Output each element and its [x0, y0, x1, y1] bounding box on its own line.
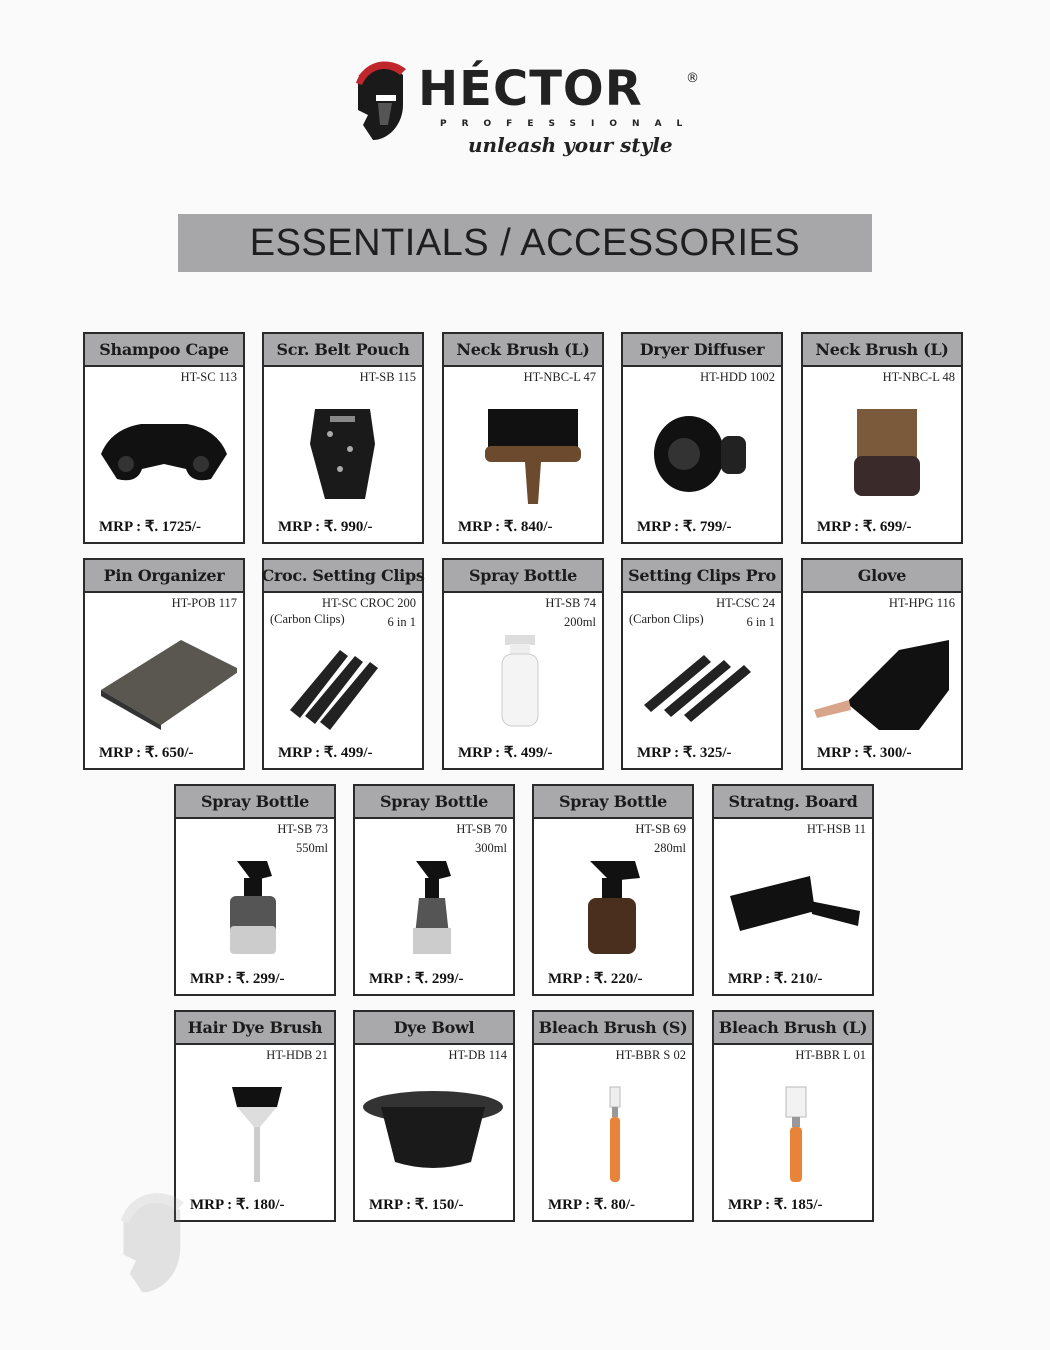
product-header: [714, 786, 872, 819]
product-card[interactable]: [353, 784, 515, 996]
product-image: [720, 856, 866, 956]
product-name: Scr. Belt Pouch: [276, 340, 410, 359]
product-card[interactable]: [621, 332, 783, 544]
spray-bottle-280-icon: [540, 856, 686, 956]
product-header: [534, 1012, 692, 1045]
dye-bowl-icon: [361, 1082, 507, 1182]
product-image: [182, 856, 328, 956]
product-name: Stratng. Board: [728, 792, 858, 811]
product-code: HT-BBR L 01: [795, 1048, 866, 1062]
product-note: (Carbon Clips): [629, 612, 704, 626]
product-price: MRP : ₹. 799/-: [637, 519, 732, 535]
product-code: HT-CSC 24: [716, 596, 775, 610]
product-card[interactable]: [83, 332, 245, 544]
spartan-helmet-icon: [348, 55, 418, 150]
product-header: [803, 334, 961, 367]
product-image: [540, 856, 686, 956]
product-code: HT-SB 70: [456, 822, 507, 836]
glove-icon: [809, 630, 955, 730]
product-code: HT-BBR S 02: [615, 1048, 686, 1062]
product-image: [270, 630, 416, 730]
product-image: [270, 404, 416, 504]
product-name: Pin Organizer: [103, 566, 225, 585]
product-name: Setting Clips Pro: [628, 566, 776, 585]
bleach-brush-large-icon: [720, 1082, 866, 1182]
product-code: HT-HDD 1002: [700, 370, 775, 384]
brand-tagline: unleash your style: [468, 133, 673, 157]
product-name: Spray Bottle: [558, 792, 668, 811]
spray-bottle-300-icon: [361, 856, 507, 956]
product-spec: 300ml: [475, 841, 507, 855]
product-price: MRP : ₹. 650/-: [99, 745, 194, 761]
product-name: Dryer Diffuser: [639, 340, 765, 359]
product-image: [91, 404, 237, 504]
product-spec: 550ml: [296, 841, 328, 855]
spray-bottle-small-icon: [450, 630, 596, 730]
product-image: [182, 1082, 328, 1182]
product-name: Spray Bottle: [200, 792, 310, 811]
product-image: [629, 404, 775, 504]
product-header: [176, 786, 334, 819]
product-price: MRP : ₹. 299/-: [369, 971, 464, 987]
product-note: (Carbon Clips): [270, 612, 345, 626]
product-name: Bleach Brush (S): [538, 1018, 688, 1037]
product-header: [534, 786, 692, 819]
product-image: [450, 630, 596, 730]
product-header: [85, 334, 243, 367]
product-header: [176, 1012, 334, 1045]
registered-mark: ®: [686, 71, 699, 86]
product-card[interactable]: [801, 558, 963, 770]
product-code: HT-SB 115: [359, 370, 416, 384]
bleach-brush-small-icon: [540, 1082, 686, 1182]
product-price: MRP : ₹. 499/-: [278, 745, 373, 761]
product-price: MRP : ₹. 699/-: [817, 519, 912, 535]
product-header: [444, 334, 602, 367]
product-code: HT-SC 113: [180, 370, 237, 384]
sectioning-board-icon: [720, 856, 866, 956]
product-name: Neck Brush (L): [815, 340, 949, 359]
product-card[interactable]: [442, 558, 604, 770]
product-card[interactable]: [532, 1010, 694, 1222]
product-card[interactable]: [442, 332, 604, 544]
product-name: Bleach Brush (L): [718, 1018, 868, 1037]
product-image: [450, 404, 596, 504]
product-image: [720, 1082, 866, 1182]
setting-clips-icon: [629, 630, 775, 730]
product-image: [540, 1082, 686, 1182]
product-card[interactable]: [174, 784, 336, 996]
product-header: [355, 1012, 513, 1045]
product-price: MRP : ₹. 499/-: [458, 745, 553, 761]
product-code: HT-SB 74: [545, 596, 596, 610]
product-price: MRP : ₹. 150/-: [369, 1197, 464, 1213]
product-header: [623, 334, 781, 367]
product-header: [355, 786, 513, 819]
product-card[interactable]: [262, 332, 424, 544]
belt-pouch-icon: [270, 404, 416, 504]
product-spec: 200ml: [564, 615, 596, 629]
product-card[interactable]: [712, 784, 874, 996]
product-card[interactable]: [712, 1010, 874, 1222]
dye-brush-icon: [182, 1082, 328, 1182]
product-code: HT-SB 69: [635, 822, 686, 836]
shampoo-cape-icon: [91, 404, 237, 504]
pin-organizer-icon: [91, 630, 237, 730]
product-name: Shampoo Cape: [99, 340, 229, 359]
product-header: [714, 1012, 872, 1045]
product-image: [91, 630, 237, 730]
product-card[interactable]: [353, 1010, 515, 1222]
helmet-watermark-icon: [100, 1185, 210, 1305]
brand-logo: [348, 55, 708, 165]
brand-name: HÉCTOR: [418, 61, 643, 117]
product-price: MRP : ₹. 210/-: [728, 971, 823, 987]
product-spec: 280ml: [654, 841, 686, 855]
product-name: Spray Bottle: [468, 566, 578, 585]
product-card[interactable]: [801, 332, 963, 544]
product-name: Neck Brush (L): [456, 340, 590, 359]
product-price: MRP : ₹. 220/-: [548, 971, 643, 987]
product-image: [361, 856, 507, 956]
product-image: [629, 630, 775, 730]
product-header: [803, 560, 961, 593]
product-price: MRP : ₹. 80/-: [548, 1197, 636, 1213]
product-card[interactable]: [621, 558, 783, 770]
product-image: [361, 1082, 507, 1182]
neck-brush-round-icon: [809, 404, 955, 504]
section-banner: [178, 214, 872, 272]
product-price: MRP : ₹. 180/-: [190, 1197, 285, 1213]
product-card[interactable]: [532, 784, 694, 996]
product-spec: 6 in 1: [387, 615, 416, 629]
product-name: Spray Bottle: [379, 792, 489, 811]
product-card[interactable]: [83, 558, 245, 770]
product-price: MRP : ₹. 300/-: [817, 745, 912, 761]
section-title: ESSENTIALS / ACCESSORIES: [249, 221, 801, 264]
product-code: HT-POB 117: [171, 596, 237, 610]
product-spec: 6 in 1: [746, 615, 775, 629]
product-name: Croc. Setting Clips: [261, 566, 425, 585]
product-name: Glove: [857, 566, 907, 585]
product-code: HT-SB 73: [277, 822, 328, 836]
product-code: HT-HDB 21: [266, 1048, 328, 1062]
spray-bottle-550-icon: [182, 856, 328, 956]
product-price: MRP : ₹. 185/-: [728, 1197, 823, 1213]
brand-subtitle: PROFESSIONAL: [440, 119, 698, 129]
product-header: [444, 560, 602, 593]
product-price: MRP : ₹. 1725/-: [99, 519, 202, 535]
dryer-diffuser-icon: [629, 404, 775, 504]
product-price: MRP : ₹. 299/-: [190, 971, 285, 987]
product-code: HT-HSB 11: [806, 822, 866, 836]
product-image: [809, 630, 955, 730]
product-code: HT-HPG 116: [888, 596, 955, 610]
product-image: [809, 404, 955, 504]
product-header: [264, 334, 422, 367]
product-code: HT-DB 114: [448, 1048, 507, 1062]
product-header: [623, 560, 781, 593]
neck-brush-icon: [450, 404, 596, 504]
product-header: [261, 560, 425, 593]
product-name: Hair Dye Brush: [187, 1018, 323, 1037]
croc-clips-icon: [270, 630, 416, 730]
product-code: HT-NBC-L 48: [882, 370, 955, 384]
product-price: MRP : ₹. 325/-: [637, 745, 732, 761]
product-name: Dye Bowl: [393, 1018, 475, 1037]
product-code: HT-NBC-L 47: [523, 370, 596, 384]
product-price: MRP : ₹. 840/-: [458, 519, 553, 535]
product-code: HT-SC CROC 200: [321, 596, 416, 610]
product-price: MRP : ₹. 990/-: [278, 519, 373, 535]
product-card[interactable]: [262, 558, 424, 770]
product-header: [85, 560, 243, 593]
